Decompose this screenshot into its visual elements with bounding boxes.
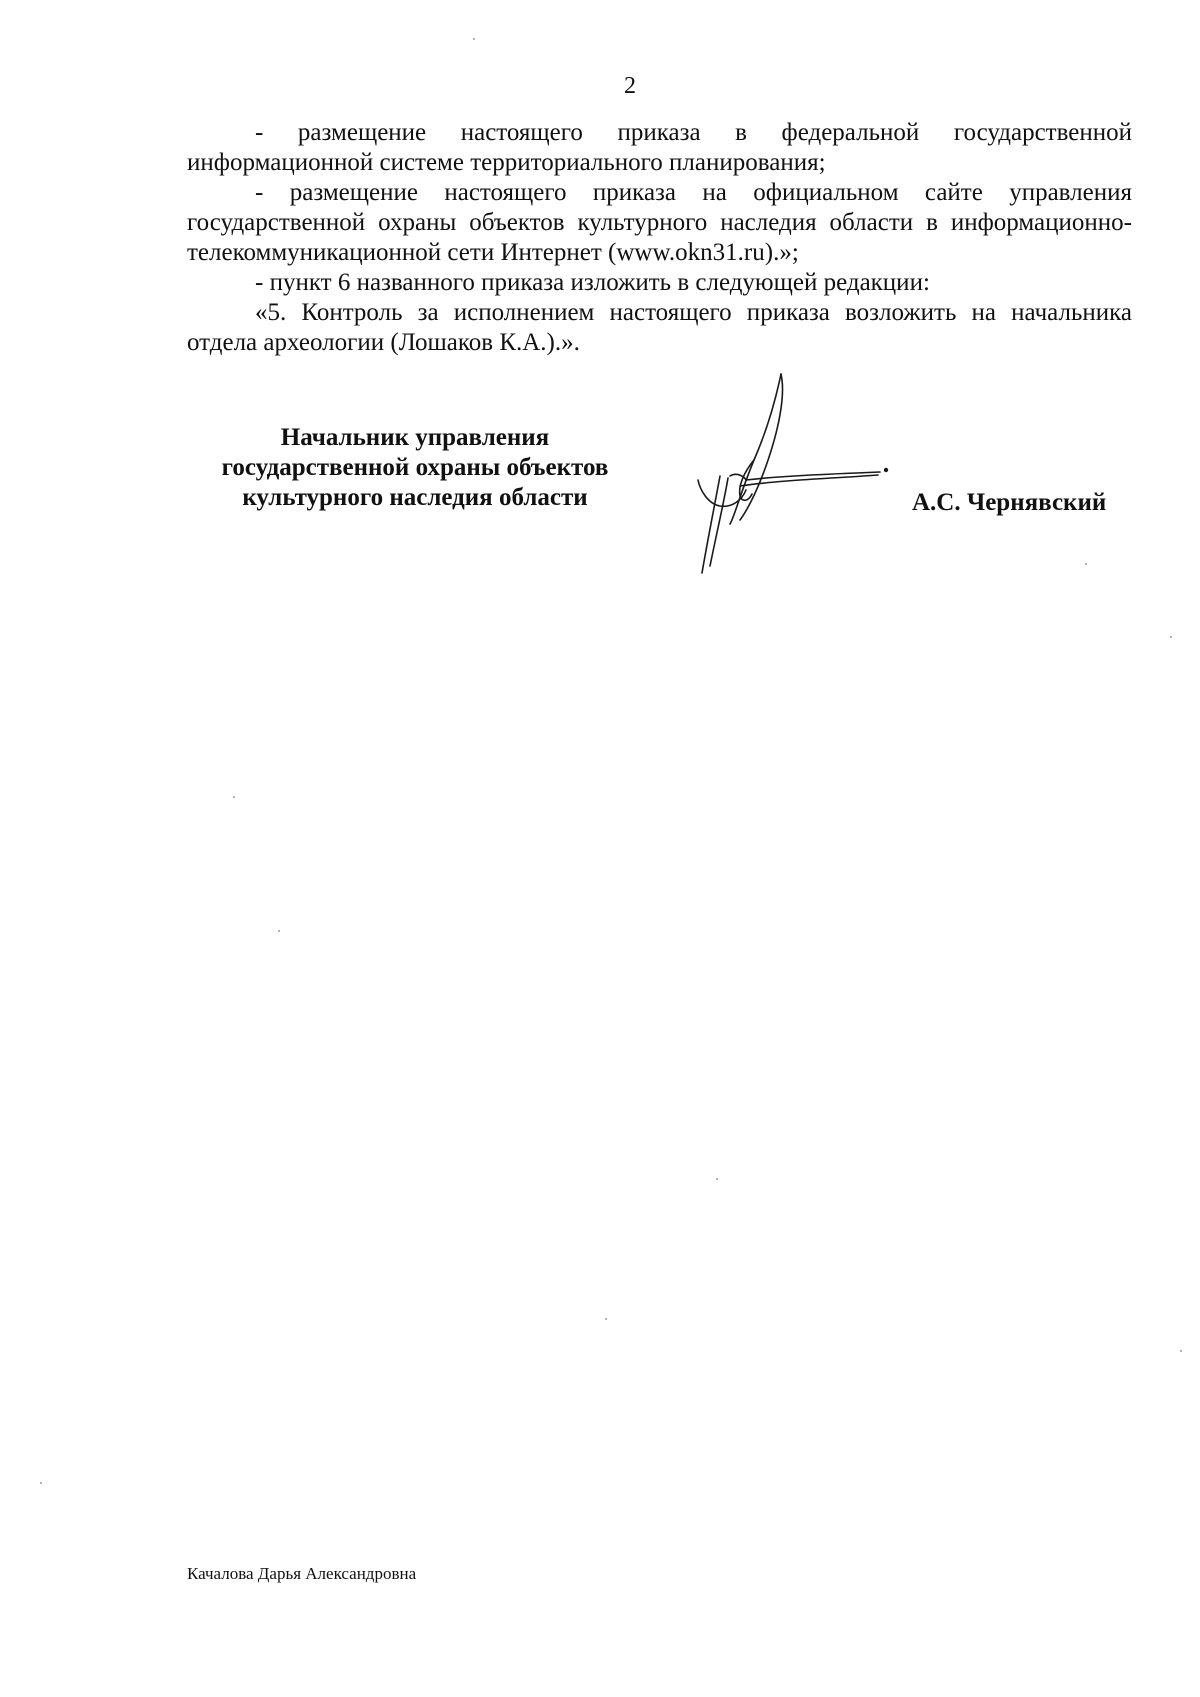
scan-speck bbox=[40, 1482, 42, 1484]
signatory-position bbox=[190, 423, 640, 513]
scan-speck bbox=[716, 1178, 718, 1180]
signatory-position-line-2: государственной охраны объектов bbox=[221, 454, 609, 481]
scan-speck bbox=[233, 796, 235, 798]
signatory-name: А.С. Чернявский bbox=[912, 489, 1107, 516]
scan-speck bbox=[605, 1318, 607, 1320]
paragraph-item-3: - пункт 6 названного приказа изложить в следующей редакции: bbox=[255, 269, 930, 296]
paragraph-item-2: - размещение настоящего приказа на официальном сайте управления государственной охраны объектов культурного наследия области в информационно-телекоммуникационной сети Интернет (www.okn31.ru).»; bbox=[187, 179, 1132, 266]
paragraph-item-4: «5. Контроль за исполнением настоящего приказа возложить на начальника отдела археологии (Лошаков К.А.).». bbox=[187, 299, 1132, 356]
document-body bbox=[187, 118, 1132, 358]
scan-speck bbox=[1170, 636, 1172, 638]
scan-speck bbox=[1180, 1350, 1182, 1352]
signatory-position-line-1: Начальник управления bbox=[280, 424, 550, 451]
handwritten-signature-icon bbox=[680, 368, 910, 583]
scan-speck bbox=[1085, 563, 1087, 565]
scan-speck bbox=[278, 930, 280, 932]
paragraph-item-1: - размещение настоящего приказа в федеральной государственной информационной системе территориального планирования; bbox=[187, 119, 1132, 176]
executor-name: Качалова Дарья Александровна bbox=[187, 1564, 417, 1583]
scan-speck bbox=[473, 38, 475, 40]
page-number: 2 bbox=[624, 73, 636, 99]
signatory-position-line-3: культурного наследия области bbox=[242, 484, 588, 511]
